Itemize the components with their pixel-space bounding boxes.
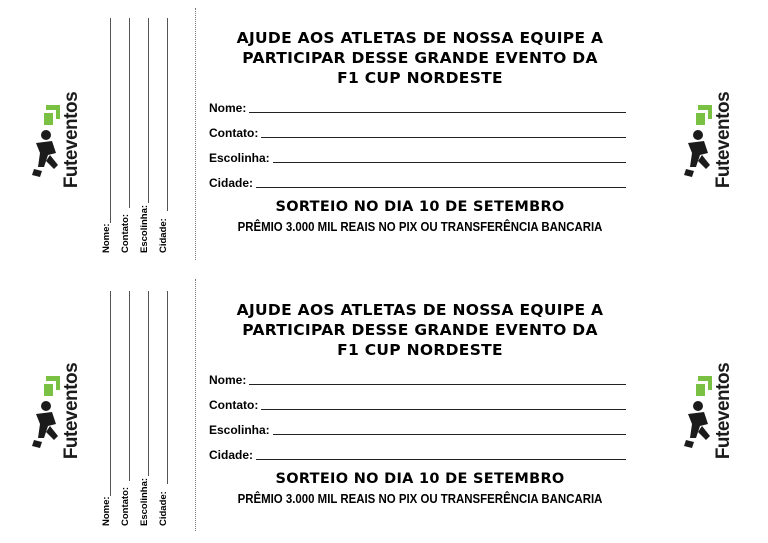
field-label: Nome: xyxy=(209,101,247,115)
stub-label-escolinha: Escolinha: xyxy=(139,477,150,526)
field-contato[interactable] xyxy=(209,124,626,140)
draw-date: SORTEIO NO DIA 10 DE SETEMBRO xyxy=(275,471,565,487)
raffle-ticket xyxy=(0,0,768,271)
field-label: Nome: xyxy=(209,373,247,387)
draw-date: SORTEIO NO DIA 10 DE SETEMBRO xyxy=(275,199,565,215)
headline-line: F1 CUP NORDESTE xyxy=(337,69,503,87)
field-escolinha[interactable] xyxy=(209,421,626,437)
headline xyxy=(210,300,630,360)
field-label: Escolinha: xyxy=(209,151,270,165)
field-escolinha[interactable] xyxy=(209,149,626,165)
f1-player-mark-icon xyxy=(684,105,714,180)
field-nome[interactable] xyxy=(209,99,626,115)
headline-line: PARTICIPAR DESSE GRANDE EVENTO DA xyxy=(242,321,598,339)
brand-wordmark: Futeventos xyxy=(61,362,82,460)
perforation-line xyxy=(195,279,196,531)
write-line[interactable] xyxy=(261,406,626,410)
stub-write-line xyxy=(148,291,149,476)
field-label: Cidade: xyxy=(209,448,254,462)
headline-line: F1 CUP NORDESTE xyxy=(337,341,503,359)
headline-line: PARTICIPAR DESSE GRANDE EVENTO DA xyxy=(242,49,598,67)
stub-write-line xyxy=(110,18,111,223)
stub-label-contato: Contato: xyxy=(120,213,131,253)
stub-label-escolinha: Escolinha: xyxy=(139,204,150,253)
write-line[interactable] xyxy=(273,431,626,435)
field-cidade[interactable] xyxy=(209,174,626,190)
raffle-ticket xyxy=(0,271,768,542)
stub-label-nome: Nome: xyxy=(101,496,112,526)
brand-wordmark: Futeventos xyxy=(61,91,82,189)
field-contato[interactable] xyxy=(209,396,626,412)
futeventos-logo-stub xyxy=(30,85,90,195)
prize-text: PRÊMIO 3.000 MIL REAIS NO PIX OU TRANSFERÊNCIA BANCARIA xyxy=(237,491,603,506)
write-line[interactable] xyxy=(249,381,626,385)
field-label: Contato: xyxy=(209,126,259,140)
futeventos-logo-stub xyxy=(30,356,90,466)
field-nome[interactable] xyxy=(209,371,626,387)
field-label: Escolinha: xyxy=(209,423,270,437)
stub-write-line xyxy=(110,291,111,496)
f1-player-mark-icon xyxy=(32,376,62,451)
stub-label-contato: Contato: xyxy=(120,486,131,526)
write-line[interactable] xyxy=(249,109,626,113)
stub-label-cidade: Cidade: xyxy=(158,491,169,526)
f1-player-mark-icon xyxy=(32,105,62,180)
stub-write-line xyxy=(167,291,168,484)
headline-line: AJUDE AOS ATLETAS DE NOSSA EQUIPE A xyxy=(236,29,604,47)
brand-wordmark: Futeventos xyxy=(713,91,734,189)
field-label: Contato: xyxy=(209,398,259,412)
perforation-line xyxy=(195,8,196,260)
futeventos-logo-right xyxy=(682,85,742,195)
stub-write-line xyxy=(167,18,168,211)
stub-label-cidade: Cidade: xyxy=(158,218,169,253)
field-label: Cidade: xyxy=(209,176,254,190)
stub-write-line xyxy=(148,18,149,203)
prize-text: PRÊMIO 3.000 MIL REAIS NO PIX OU TRANSFERÊNCIA BANCARIA xyxy=(237,219,603,234)
headline xyxy=(210,28,630,88)
stub-write-line xyxy=(129,18,130,208)
stub-label-nome: Nome: xyxy=(101,223,112,253)
f1-player-mark-icon xyxy=(684,376,714,451)
write-line[interactable] xyxy=(256,456,626,460)
headline-line: AJUDE AOS ATLETAS DE NOSSA EQUIPE A xyxy=(236,301,604,319)
brand-wordmark: Futeventos xyxy=(713,362,734,460)
futeventos-logo-right xyxy=(682,356,742,466)
write-line[interactable] xyxy=(261,134,626,138)
write-line[interactable] xyxy=(273,159,626,163)
write-line[interactable] xyxy=(256,184,626,188)
field-cidade[interactable] xyxy=(209,446,626,462)
stub-write-line xyxy=(129,291,130,481)
